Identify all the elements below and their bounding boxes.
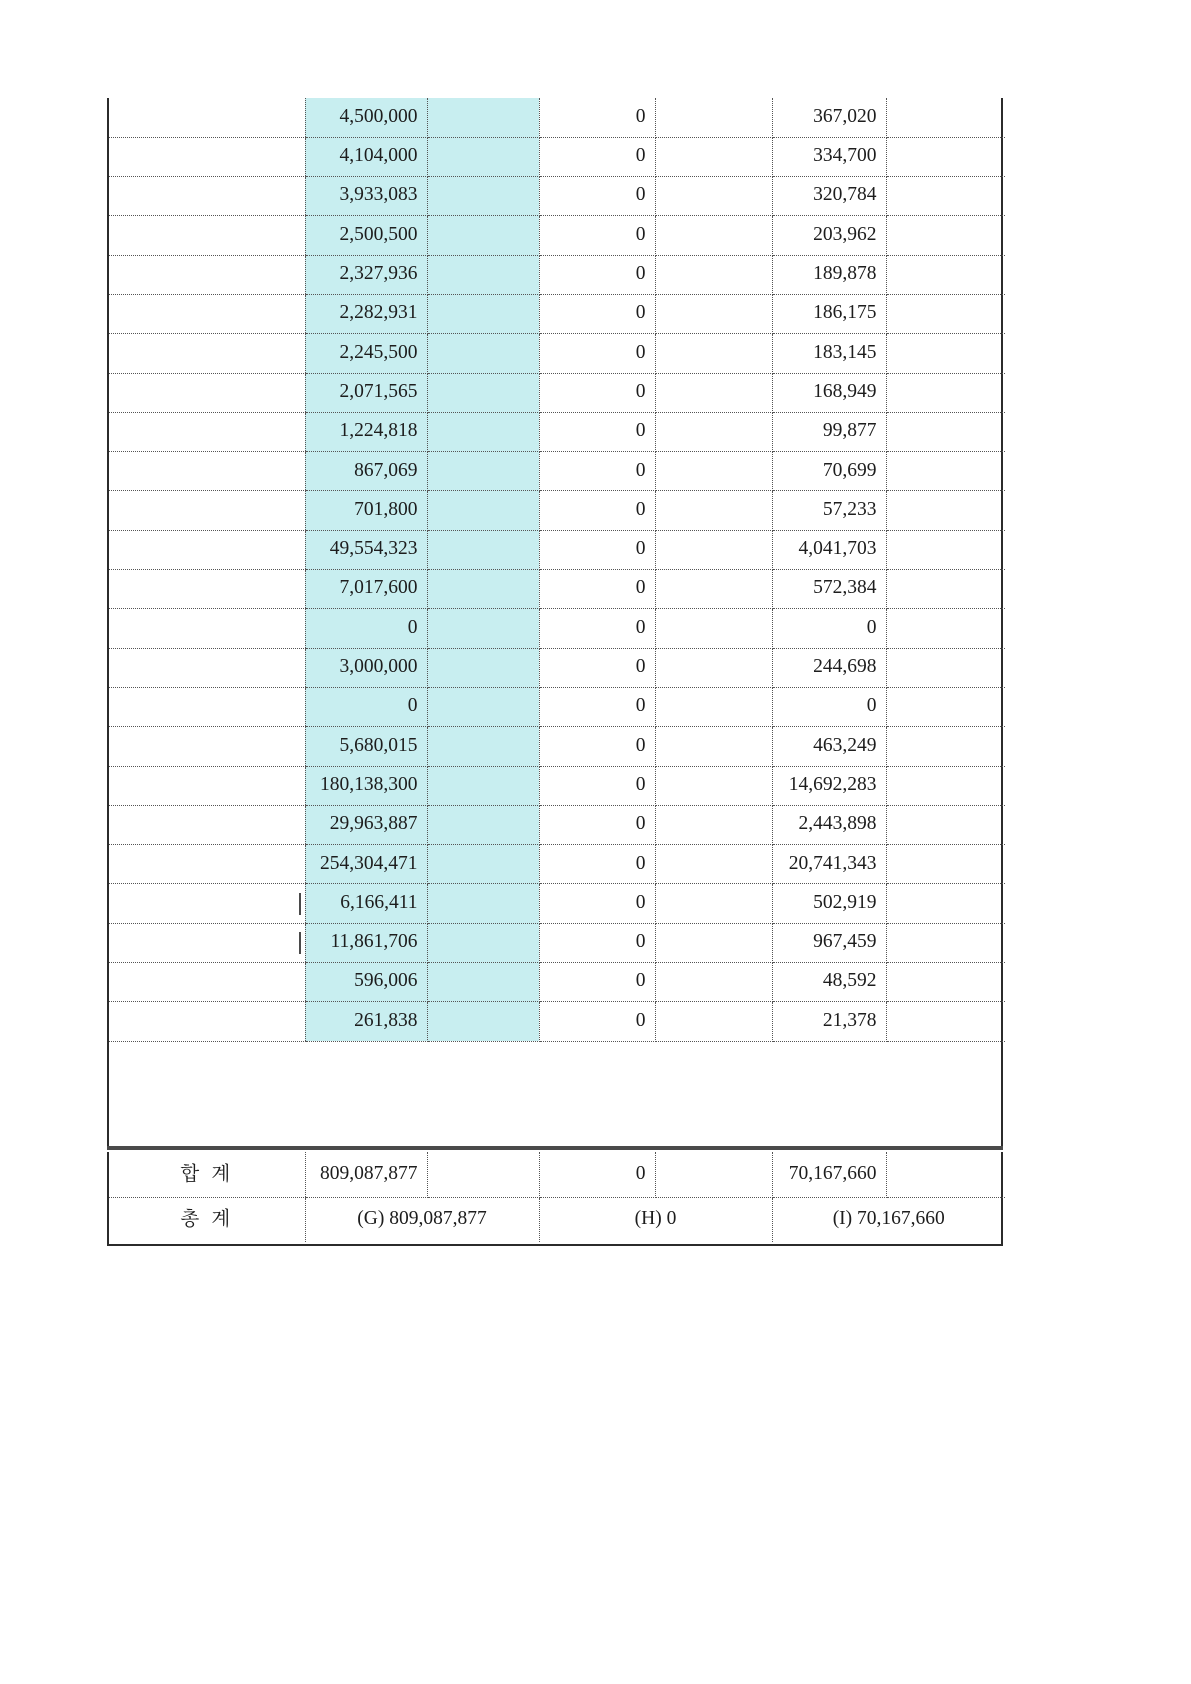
row-blank-3 [886, 373, 1005, 412]
row-blank-3 [886, 412, 1005, 451]
row-blank-3 [886, 491, 1005, 530]
row-amount-secondary: 0 [539, 216, 655, 255]
table-row [109, 294, 1005, 333]
row-blank-1 [427, 216, 539, 255]
row-blank-2 [655, 137, 772, 176]
row-amount-secondary: 0 [539, 255, 655, 294]
row-label [109, 727, 305, 766]
table-row [109, 766, 1005, 805]
row-amount-principal: 701,800 [305, 491, 427, 530]
row-blank-2 [655, 177, 772, 216]
table-row [109, 1002, 1005, 1041]
table-row [109, 373, 1005, 412]
row-blank-3 [886, 609, 1005, 648]
row-blank-3 [886, 963, 1005, 1002]
row-blank-1 [427, 845, 539, 884]
row-amount-principal: 7,017,600 [305, 570, 427, 609]
row-blank-2 [655, 963, 772, 1002]
row-blank-2 [655, 884, 772, 923]
row-amount-tertiary: 48,592 [772, 963, 886, 1002]
row-label [109, 884, 305, 923]
row-amount-secondary: 0 [539, 373, 655, 412]
subtotal-row [109, 1152, 1005, 1197]
row-blank-3 [886, 570, 1005, 609]
grand-total-row [109, 1197, 1005, 1242]
table-row [109, 963, 1005, 1002]
row-label [109, 687, 305, 726]
row-label [109, 766, 305, 805]
row-amount-tertiary: 189,878 [772, 255, 886, 294]
row-blank-3 [886, 137, 1005, 176]
row-blank-2 [655, 1002, 772, 1041]
row-blank-2 [655, 491, 772, 530]
row-blank-1 [427, 491, 539, 530]
row-amount-principal: 2,071,565 [305, 373, 427, 412]
row-label [109, 491, 305, 530]
table-row [109, 687, 1005, 726]
row-label [109, 530, 305, 569]
table-row [109, 412, 1005, 451]
row-blank-2 [655, 805, 772, 844]
row-label [109, 177, 305, 216]
subtotal-blank-2 [655, 1152, 772, 1197]
row-amount-principal: 261,838 [305, 1002, 427, 1041]
table-row [109, 216, 1005, 255]
row-amount-secondary: 0 [539, 98, 655, 137]
table-row [109, 452, 1005, 491]
row-label [109, 137, 305, 176]
row-amount-principal: 596,006 [305, 963, 427, 1002]
row-blank-1 [427, 963, 539, 1002]
row-amount-secondary: 0 [539, 1002, 655, 1041]
row-label [109, 805, 305, 844]
row-amount-principal: 0 [305, 609, 427, 648]
row-amount-principal: 254,304,471 [305, 845, 427, 884]
row-amount-secondary: 0 [539, 334, 655, 373]
row-label [109, 334, 305, 373]
row-blank-2 [655, 334, 772, 373]
table-row [109, 137, 1005, 176]
row-amount-tertiary: 967,459 [772, 923, 886, 962]
row-blank-3 [886, 687, 1005, 726]
row-amount-principal: 6,166,411 [305, 884, 427, 923]
row-blank-1 [427, 412, 539, 451]
table-row [109, 609, 1005, 648]
row-label [109, 452, 305, 491]
row-amount-tertiary: 0 [772, 687, 886, 726]
row-amount-tertiary: 203,962 [772, 216, 886, 255]
row-amount-secondary: 0 [539, 805, 655, 844]
table-row [109, 98, 1005, 137]
row-blank-1 [427, 766, 539, 805]
row-amount-principal: 3,000,000 [305, 648, 427, 687]
grand-total-amount-i: (I) 70,167,660 [832, 1208, 945, 1229]
row-blank-1 [427, 609, 539, 648]
row-blank-2 [655, 648, 772, 687]
row-blank-3 [886, 216, 1005, 255]
table-row [109, 805, 1005, 844]
row-amount-tertiary: 0 [772, 609, 886, 648]
row-blank-3 [886, 530, 1005, 569]
grand-total-amount-h: (H) 0 [539, 1197, 772, 1242]
row-amount-secondary: 0 [539, 609, 655, 648]
row-blank-3 [886, 98, 1005, 137]
row-blank-2 [655, 373, 772, 412]
row-amount-secondary: 0 [539, 412, 655, 451]
row-blank-1 [427, 570, 539, 609]
row-blank-2 [655, 530, 772, 569]
summary-frame [107, 1152, 1003, 1246]
row-blank-3 [886, 294, 1005, 333]
row-blank-3 [886, 255, 1005, 294]
row-blank-1 [427, 177, 539, 216]
row-amount-principal: 2,327,936 [305, 255, 427, 294]
row-blank-2 [655, 216, 772, 255]
row-blank-1 [427, 255, 539, 294]
row-blank-1 [427, 923, 539, 962]
row-amount-principal: 29,963,887 [305, 805, 427, 844]
table-row [109, 923, 1005, 962]
row-amount-secondary: 0 [539, 570, 655, 609]
row-blank-1 [427, 294, 539, 333]
subtotal-blank-3 [886, 1152, 1005, 1197]
row-blank-3 [886, 766, 1005, 805]
row-blank-3 [886, 1002, 1005, 1041]
row-label [109, 570, 305, 609]
summary-table [109, 1152, 1005, 1242]
row-amount-tertiary: 70,699 [772, 452, 886, 491]
row-amount-principal: 4,500,000 [305, 98, 427, 137]
row-amount-principal: 11,861,706 [305, 923, 427, 962]
row-marker-tick [299, 932, 301, 954]
row-amount-principal: 2,282,931 [305, 294, 427, 333]
row-label [109, 845, 305, 884]
table-row [109, 334, 1005, 373]
table-row [109, 255, 1005, 294]
row-amount-secondary: 0 [539, 137, 655, 176]
row-blank-3 [886, 177, 1005, 216]
row-amount-secondary: 0 [539, 687, 655, 726]
row-label [109, 255, 305, 294]
row-blank-1 [427, 687, 539, 726]
row-amount-principal: 1,224,818 [305, 412, 427, 451]
row-amount-secondary: 0 [539, 648, 655, 687]
row-amount-principal: 49,554,323 [305, 530, 427, 569]
row-blank-1 [427, 98, 539, 137]
row-amount-tertiary: 2,443,898 [772, 805, 886, 844]
row-label [109, 609, 305, 648]
row-amount-principal: 2,500,500 [305, 216, 427, 255]
row-amount-tertiary: 334,700 [772, 137, 886, 176]
subtotal-amount-h: 0 [539, 1152, 655, 1197]
subtotal-amount-g: 809,087,877 [305, 1152, 427, 1197]
row-blank-1 [427, 334, 539, 373]
row-marker-tick [299, 893, 301, 915]
row-blank-1 [427, 805, 539, 844]
data-table-frame [107, 98, 1003, 1149]
row-amount-secondary: 0 [539, 491, 655, 530]
row-label [109, 412, 305, 451]
table-row [109, 570, 1005, 609]
row-label [109, 963, 305, 1002]
row-amount-tertiary: 572,384 [772, 570, 886, 609]
row-amount-principal: 4,104,000 [305, 137, 427, 176]
row-amount-principal: 2,245,500 [305, 334, 427, 373]
row-label [109, 98, 305, 137]
table-row [109, 648, 1005, 687]
row-label [109, 373, 305, 412]
row-amount-secondary: 0 [539, 177, 655, 216]
row-amount-secondary: 0 [539, 452, 655, 491]
row-amount-tertiary: 244,698 [772, 648, 886, 687]
row-blank-2 [655, 845, 772, 884]
row-amount-tertiary: 320,784 [772, 177, 886, 216]
row-amount-tertiary: 4,041,703 [772, 530, 886, 569]
row-blank-3 [886, 845, 1005, 884]
row-amount-tertiary: 20,741,343 [772, 845, 886, 884]
row-amount-principal: 0 [305, 687, 427, 726]
row-amount-tertiary: 502,919 [772, 884, 886, 923]
table-row [109, 530, 1005, 569]
row-amount-secondary: 0 [539, 727, 655, 766]
row-label [109, 1002, 305, 1041]
row-amount-tertiary: 463,249 [772, 727, 886, 766]
row-label [109, 648, 305, 687]
row-blank-2 [655, 727, 772, 766]
row-label [109, 216, 305, 255]
row-amount-principal: 867,069 [305, 452, 427, 491]
subtotal-divider-rule [107, 1146, 1003, 1150]
row-amount-secondary: 0 [539, 963, 655, 1002]
row-amount-principal: 5,680,015 [305, 727, 427, 766]
table-row [109, 727, 1005, 766]
row-amount-principal: 3,933,083 [305, 177, 427, 216]
subtotal-blank-1 [427, 1152, 539, 1197]
row-amount-secondary: 0 [539, 294, 655, 333]
row-blank-1 [427, 727, 539, 766]
row-blank-1 [427, 373, 539, 412]
row-blank-2 [655, 687, 772, 726]
row-amount-secondary: 0 [539, 923, 655, 962]
row-blank-2 [655, 98, 772, 137]
row-label [109, 923, 305, 962]
row-blank-1 [427, 884, 539, 923]
grand-total-amount-g: (G) 809,087,877 [305, 1197, 539, 1242]
row-blank-3 [886, 334, 1005, 373]
row-blank-1 [427, 648, 539, 687]
table-row [109, 845, 1005, 884]
row-amount-tertiary: 168,949 [772, 373, 886, 412]
data-table [109, 98, 1005, 1042]
subtotal-amount-i: 70,167,660 [772, 1152, 886, 1197]
row-amount-tertiary: 14,692,283 [772, 766, 886, 805]
row-blank-2 [655, 452, 772, 491]
row-blank-1 [427, 1002, 539, 1041]
row-amount-tertiary: 99,877 [772, 412, 886, 451]
grand-total-label: 총 계 [180, 1207, 234, 1230]
row-blank-1 [427, 452, 539, 491]
row-blank-3 [886, 727, 1005, 766]
row-amount-secondary: 0 [539, 845, 655, 884]
table-row [109, 884, 1005, 923]
row-blank-2 [655, 923, 772, 962]
row-blank-1 [427, 530, 539, 569]
subtotal-label: 합 계 [109, 1152, 305, 1197]
row-amount-secondary: 0 [539, 884, 655, 923]
data-table-body [109, 98, 1005, 1041]
row-amount-tertiary: 367,020 [772, 98, 886, 137]
row-blank-3 [886, 648, 1005, 687]
row-blank-1 [427, 137, 539, 176]
row-blank-2 [655, 766, 772, 805]
row-amount-tertiary: 57,233 [772, 491, 886, 530]
row-blank-3 [886, 923, 1005, 962]
row-label [109, 294, 305, 333]
row-blank-3 [886, 884, 1005, 923]
row-amount-tertiary: 186,175 [772, 294, 886, 333]
table-row [109, 177, 1005, 216]
table-row [109, 491, 1005, 530]
row-blank-3 [886, 452, 1005, 491]
row-blank-2 [655, 412, 772, 451]
row-blank-2 [655, 255, 772, 294]
row-blank-2 [655, 570, 772, 609]
row-blank-2 [655, 609, 772, 648]
row-blank-2 [655, 294, 772, 333]
row-amount-tertiary: 183,145 [772, 334, 886, 373]
row-amount-secondary: 0 [539, 766, 655, 805]
row-amount-secondary: 0 [539, 530, 655, 569]
row-amount-tertiary: 21,378 [772, 1002, 886, 1041]
row-amount-principal: 180,138,300 [305, 766, 427, 805]
row-blank-3 [886, 805, 1005, 844]
